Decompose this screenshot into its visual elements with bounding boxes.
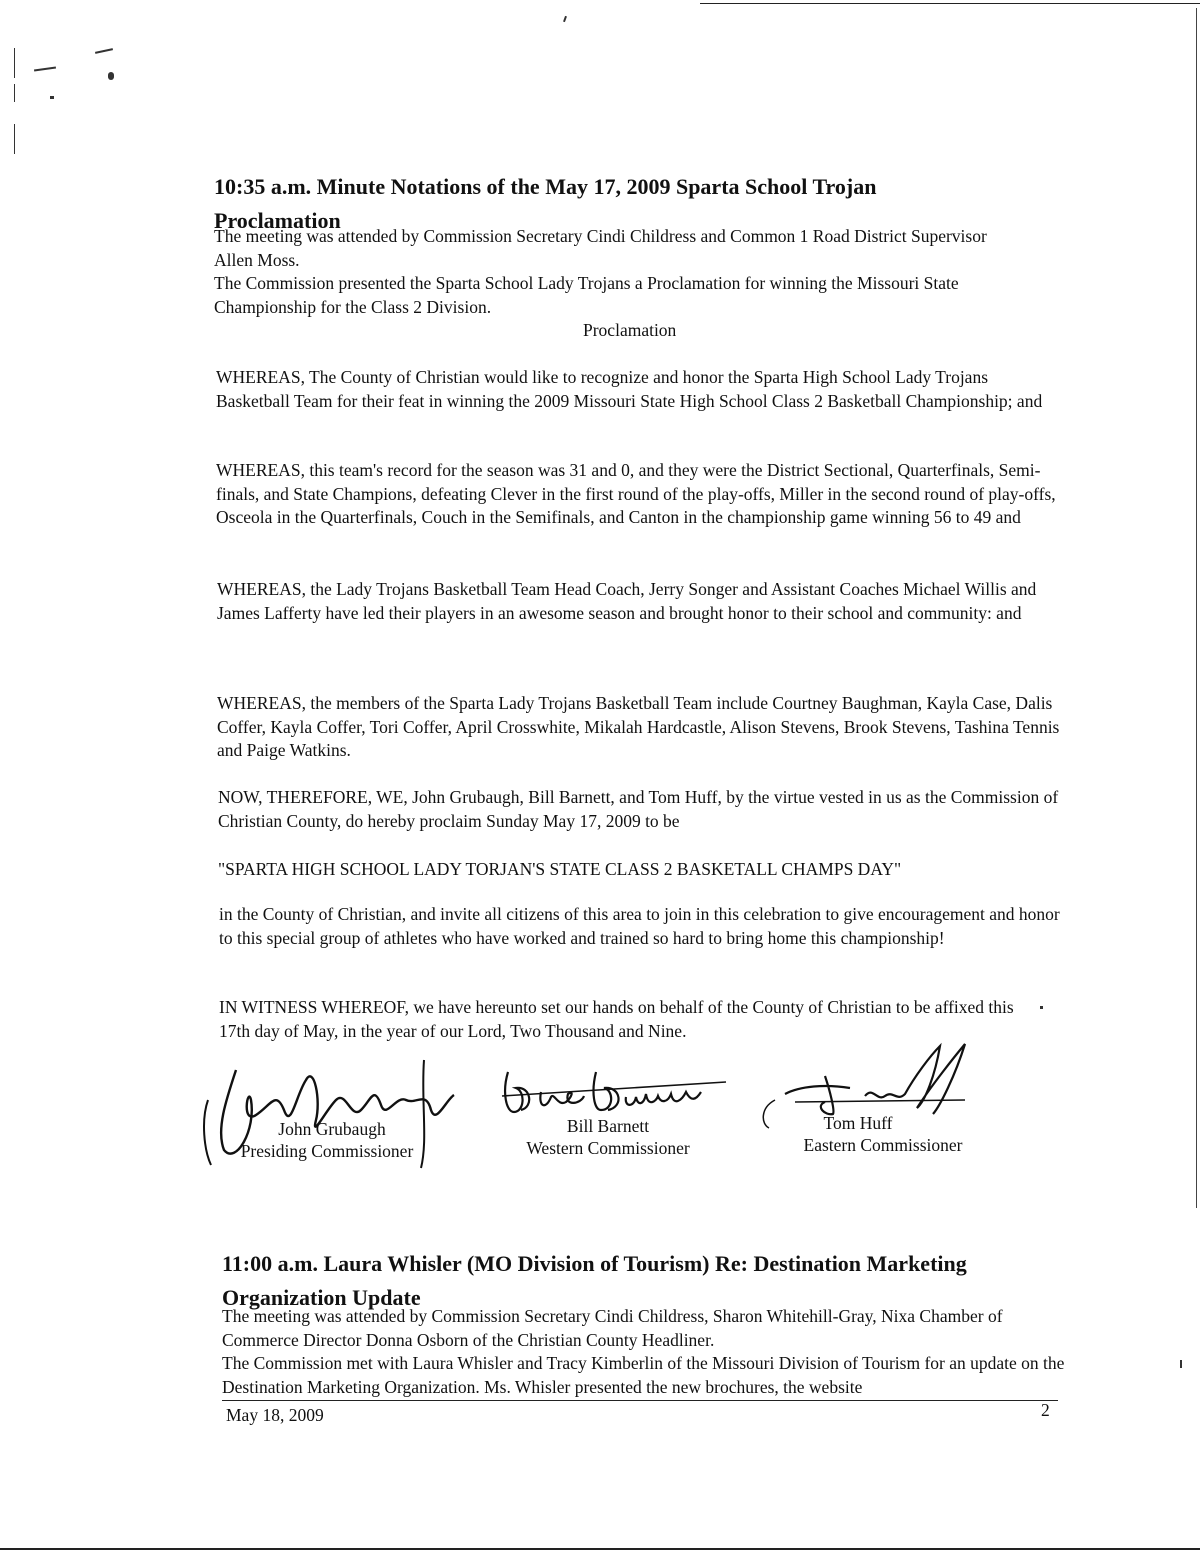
summary-text: The Commission met with Laura Whisler and Tracy Kimberlin of the Missouri Division of Tourism for an update on the Destination Marketing Organization. Ms. Whisler presented the new brochures, the website: [222, 1353, 1065, 1397]
scan-speck: [1180, 1360, 1182, 1368]
scan-speck: [34, 66, 56, 71]
signatory-name: Bill Barnett: [566, 1116, 650, 1136]
witness-paragraph: IN WITNESS WHEREOF, we have hereunto set our hands on behalf of the County of Christian to be affixed this 17th day of May, in the year of our Lord, Two Thousand and Nine.: [219, 997, 1014, 1041]
signatory-bill: [508, 1115, 708, 1159]
signatory-title: Presiding Commissioner: [240, 1141, 414, 1161]
whereas-paragraph: WHEREAS, the Lady Trojans Basketball Team Head Coach, Jerry Songer and Assistant Coaches Michael Willis and James Lafferty have led their players in an awesome season and brought honor to their school and community: and: [217, 579, 1037, 623]
summary-text: The Commission presented the Sparta School Lady Trojans a Proclamation for winning the Missouri State Championship for the Class 2 Division.: [214, 273, 959, 317]
scan-left-mark: [14, 124, 15, 154]
scan-speck: [50, 96, 54, 99]
signatory-name: Tom Huff: [823, 1113, 893, 1133]
signatory-title: Western Commissioner: [526, 1138, 690, 1158]
whereas-paragraph: WHEREAS, this team's record for the season was 31 and 0, and they were the District Sectional, Quarterfinals, Semi-finals, and State Champions, defeating Clever in the first round of the play-offs, Miller in the second round of play-offs, Osceola in the Quarterfinals, Couch in the Semifinals, and Canton in the championship game winning 56 to 49 and: [216, 460, 1056, 527]
signatory-name: John Grubaugh: [278, 1119, 386, 1139]
whereas-paragraph: WHEREAS, the members of the Sparta Lady Trojans Basketball Team include Courtney Baughman, Kayla Case, Dalis Coffer, Kayla Coffer, Tori Coffer, April Crosswhite, Mikalah Hardcastle, Alison Stevens, Brook Stevens, Tashina Tennis and Paige Watkins.: [217, 693, 1060, 760]
scan-left-mark: [14, 84, 15, 102]
scan-speck: [563, 16, 567, 22]
attendance-text: The meeting was attended by Commission Secretary Cindi Childress, Sharon Whitehill-Gray, Nixa Chamber of Commerce Director Donna Osborn of the Christian County Headliner.: [222, 1306, 1003, 1350]
scan-top-line: [700, 3, 1200, 4]
footer-rule: [222, 1400, 1058, 1401]
scan-speck: [95, 48, 113, 54]
scan-speck: [1040, 1006, 1043, 1009]
scan-bottom-line: [0, 1548, 1200, 1550]
whereas-paragraph: WHEREAS, The County of Christian would like to recognize and honor the Sparta High School Lady Trojans Basketball Team for their feat in winning the 2009 Missouri State High School Class 2 Basketball Championship; and: [216, 367, 1043, 411]
heading-line: 11:00 a.m. Laura Whisler (MO Division of Tourism) Re: Destination Marketing: [222, 1251, 967, 1276]
signatory-tom: [788, 1112, 978, 1156]
scan-left-mark: [14, 48, 15, 78]
therefore-paragraph: NOW, THEREFORE, WE, John Grubaugh, Bill Barnett, and Tom Huff, by the virtue vested in us as the Commission of Christian County, do hereby proclaim Sunday May 17, 2009 to be: [218, 787, 1059, 831]
invite-paragraph: in the County of Christian, and invite all citizens of this area to join in this celebration to give encouragement and honor to this special group of athletes who have worked and trained so hard to bring home this championship!: [219, 904, 1060, 948]
page-number: 2: [1041, 1400, 1050, 1420]
scan-right-edge: [1196, 8, 1197, 1208]
footer-date: May 18, 2009: [226, 1405, 324, 1425]
signatory-title: Eastern Commissioner: [803, 1135, 963, 1155]
heading-line: Organization Update: [222, 1285, 421, 1310]
proclamation-label: Proclamation: [583, 320, 677, 340]
proclaimed-day: "SPARTA HIGH SCHOOL LADY TORJAN'S STATE CLASS 2 BASKETALL CHAMPS DAY": [218, 859, 902, 879]
heading-line: Proclamation: [214, 208, 341, 233]
heading-line: 10:35 a.m. Minute Notations of the May 17, 2009 Sparta School Trojan: [214, 174, 877, 199]
scan-speck: [108, 72, 114, 80]
attendance-text: The meeting was attended by Commission Secretary Cindi Childress and Common 1 Road District Supervisor Allen Moss.: [214, 226, 987, 270]
signatory-john: [222, 1118, 432, 1162]
